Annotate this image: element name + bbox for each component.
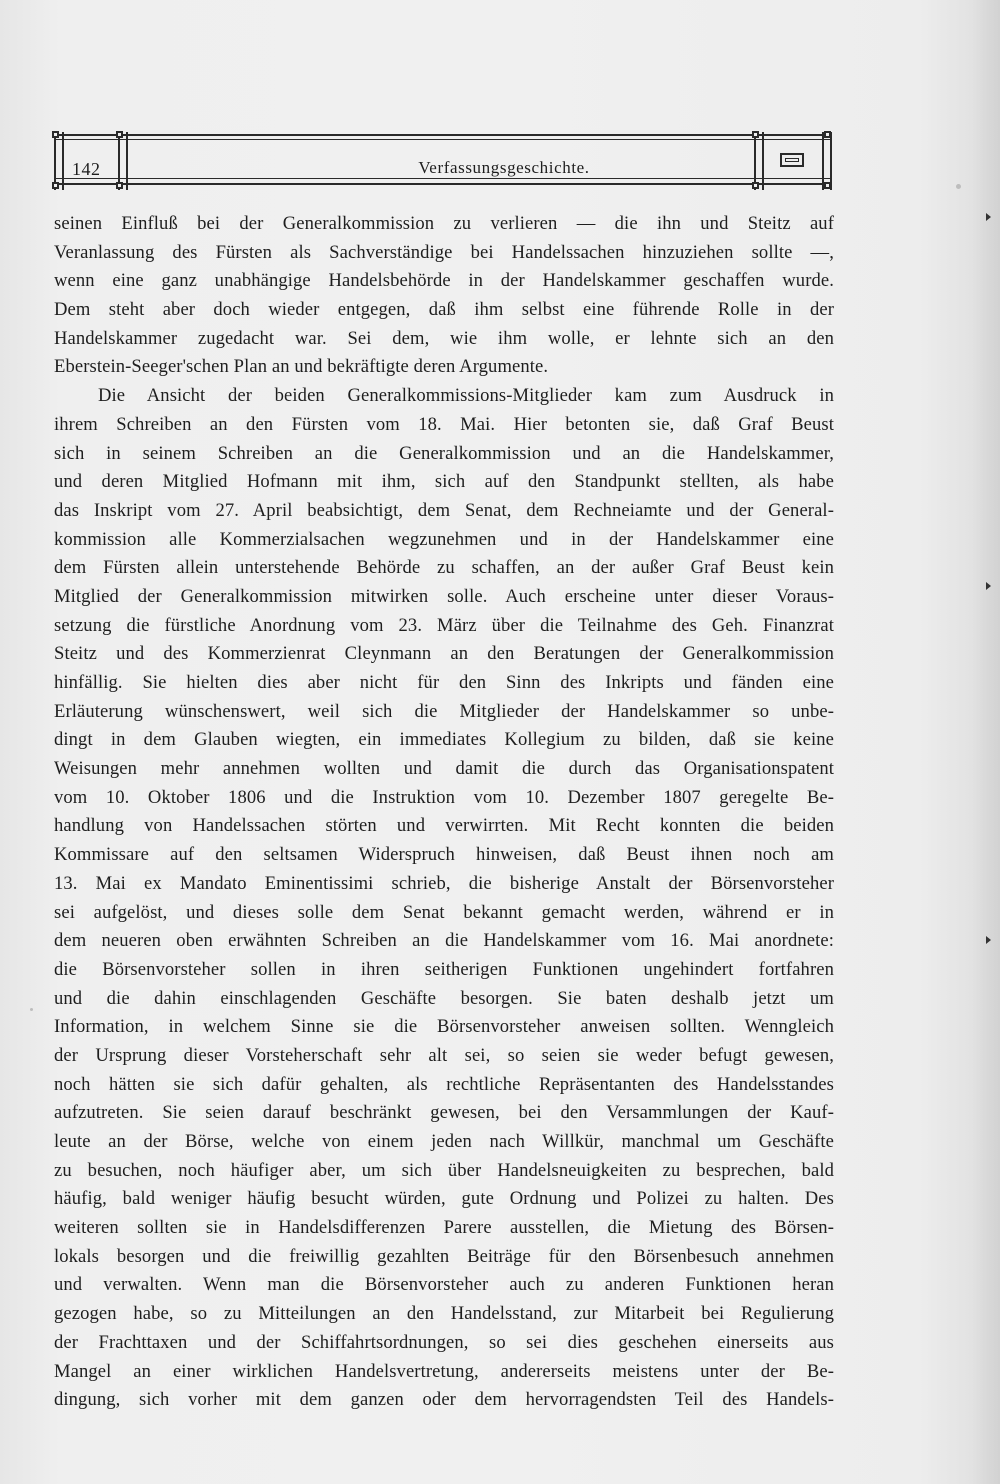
text-line: dem neueren oben erwähnten Schreiben an die Handelskammer vom 16. Mai anordnete: [54,930,834,952]
margin-mark-icon [986,936,991,944]
paragraph-start-line: Die Ansicht der beiden Generalkommissions-Mitglieder kam zum Ausdruck in [98,385,834,407]
header-rule-bottom-outer [54,183,832,185]
paper-speck [956,184,961,189]
paper-speck [30,1008,33,1011]
page-number: 142 [72,159,101,179]
header-corner-ornament [752,131,759,138]
header-frame-divider-left-inner [126,132,128,190]
header-corner-ornament [752,182,759,189]
header-corner-ornament [52,182,59,189]
text-line: Mitglied der Generalkommission mitwirken solle. Auch erscheine unter dieser Voraus- [54,585,834,607]
margin-mark-icon [986,582,991,590]
margin-mark-icon [986,213,991,221]
header-corner-ornament [824,131,831,138]
text-line: leute an der Börse, welche von einem jeden nach Willkür, manchmal um Geschäfte [54,1131,834,1152]
text-line: wenn eine ganz unabhängige Handelsbehörde in der Handelskammer geschaffen wurde. [54,270,834,292]
header-rule-top-outer [54,134,832,136]
text-line: Veranlassung des Fürsten als Sachverständige bei Handelssachen hinzuziehen sollte —, [54,241,834,263]
header-rule-bottom-inner [54,178,832,179]
text-line: lokals besorgen und die freiwillig gezahlten Beiträge für den Börsenbesuch annehmen [54,1245,834,1267]
text-line: Kommissare auf den seltsamen Widerspruch hinweisen, daß Beust ihnen noch am [54,844,834,866]
text-line: handlung von Handelssachen störten und verwirrten. Mit Recht konnten die beiden [54,815,834,837]
text-line: der Ursprung dieser Vorsteherschaft sehr alt sei, so seien sie weder befugt gewesen, [54,1044,834,1066]
text-line: Weisungen mehr annehmen wollten und damit die durch das Organisationspatent [54,758,834,780]
text-line: dingt in dem Glauben wiegten, ein immediates Kollegium zu bilden, daß sie keine [54,729,834,751]
text-line: Dem steht aber doch wieder entgegen, daß ihm selbst eine führende Rolle in der [54,299,834,321]
text-line: sich in seinem Schreiben an die Generalkommission und an die Handelskammer, [54,442,834,464]
running-header [54,132,832,190]
text-line: Steitz und des Kommerzienrat Cleynmann an den Beratungen der Generalkommission [54,643,834,665]
text-line: gezogen habe, so zu Mitteilungen an den Handelsstand, zur Mitarbeit bei Regulierung [54,1303,834,1325]
text-line: hinfällig. Sie hielten dies aber nicht für den Sinn des Inkripts und fänden eine [54,672,834,693]
header-corner-ornament [116,182,123,189]
header-rule-top-inner [54,139,832,140]
text-line: aufzutreten. Sie seien darauf beschränkt gewesen, bei den Versammlungen der Kauf- [54,1102,834,1124]
header-frame-left-inner [62,132,64,190]
text-line: seinen Einfluß bei der Generalkommission zu verlieren — die ihn und Steitz auf [54,213,834,234]
text-line: zu besuchen, noch häufiger aber, um sich über Handelsneuigkeiten zu besprechen, bald [54,1159,834,1181]
text-line: kommission alle Kommerzialsachen wegzunehmen und in der Handelskammer eine [54,528,834,550]
text-line: sei aufgelöst, und dieses solle dem Senat bekannt gemacht werden, während er in [54,901,834,923]
text-line: ihrem Schreiben an den Fürsten vom 18. Mai. Hier betonten sie, daß Graf Beust [54,413,834,435]
header-frame-divider-right-inner [762,132,764,190]
text-line: weiteren sollten sie in Handelsdifferenzen Parere ausstellen, die Mietung des Börsen- [54,1217,834,1239]
text-line: und verwalten. Wenn man die Börsenvorsteher auch zu anderen Funktionen heran [54,1274,834,1296]
text-line: 13. Mai ex Mandato Eminentissimi schrieb, die bisherige Anstalt der Börsenvorsteher [54,872,834,894]
text-line: vom 10. Oktober 1806 und die Instruktion vom 10. Dezember 1807 geregelte Be- [54,786,834,808]
text-line: der Frachttaxen und der Schiffahrtsordnungen, so sei dies geschehen einerseits aus [54,1331,834,1353]
text-line: noch hätten sie sich dafür gehalten, als rechtliche Repräsentanten des Handelsstandes [54,1073,834,1095]
header-box-ornament [780,153,804,167]
text-line: Mangel an einer wirklichen Handelsvertretung, andererseits meistens unter der Be- [54,1360,834,1382]
text-line: die Börsenvorsteher sollen in ihren seitherigen Funktionen ungehindert fortfahren [54,958,834,980]
text-line: dem Fürsten allein unterstehende Behörde zu schaffen, an der außer Graf Beust kein [54,557,834,579]
header-corner-ornament [52,131,59,138]
header-corner-ornament [824,182,831,189]
body-text [54,210,834,1415]
text-line: häufig, bald weniger häufig besucht würden, gute Ordnung und Polizei zu halten. Des [54,1188,834,1210]
running-title: Verfassungsgeschichte. [418,158,590,177]
text-line: Information, in welchem Sinne sie die Börsenvorsteher anweisen sollten. Wenngleich [54,1016,834,1038]
text-line: das Inskript vom 27. April beabsichtigt, dem Senat, dem Rechneiamte und der General- [54,499,834,521]
text-line: und die dahin einschlagenden Geschäfte besorgen. Sie baten deshalb jetzt um [54,987,834,1009]
text-line: dingung, sich vorher mit dem ganzen oder dem hervorragendsten Teil des Handels- [54,1389,834,1411]
text-line: Handelskammer zugedacht war. Sei dem, wie ihm wolle, er lehnte sich an den [54,327,834,349]
header-corner-ornament [116,131,123,138]
text-line: Erläuterung wünschenswert, weil sich die Mitglieder der Handelskammer so unbe- [54,700,834,722]
text-line: und deren Mitglied Hofmann mit ihm, sich auf den Standpunkt stellten, als habe [54,471,834,493]
text-line: Eberstein-Seeger'schen Plan an und bekräftigte deren Argumente. [54,356,549,378]
text-line: setzung die fürstliche Anordnung vom 23. März über die Teilnahme des Geh. Finanzrat [54,614,834,636]
page-edge-shadow [972,0,1000,1484]
